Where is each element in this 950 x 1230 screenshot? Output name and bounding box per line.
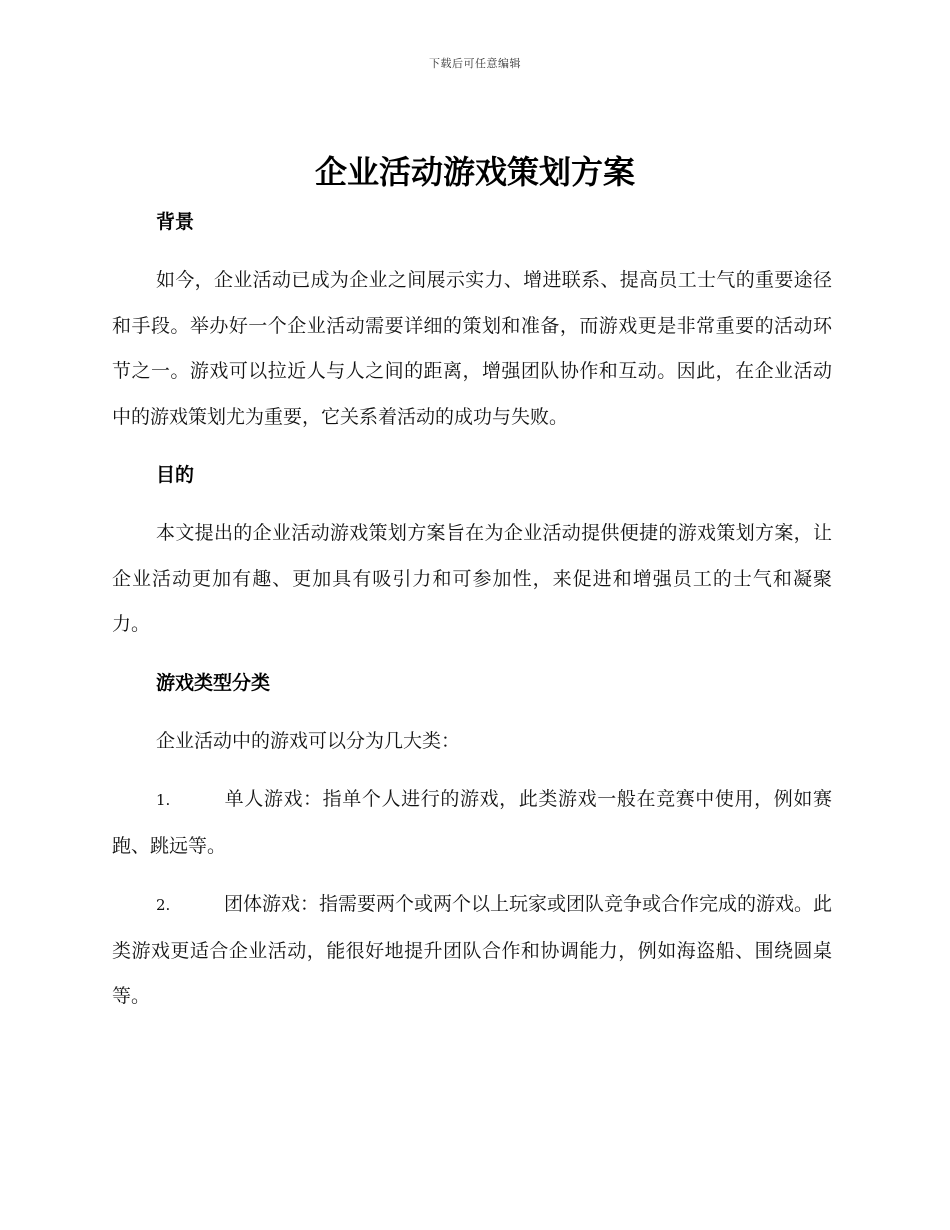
list-item-number: 2. (156, 896, 171, 914)
document-body (112, 200, 832, 1033)
list-item-text: 单人游戏：指单个人进行的游戏，此类游戏一般在竞赛中使用，例如赛跑、跳远等。 (112, 788, 832, 857)
page-header: 下载后可任意编辑 (429, 57, 521, 70)
section-heading-purpose: 目的 (156, 464, 195, 486)
document-title: 企业活动游戏策划方案 (314, 153, 635, 191)
list-item (112, 882, 832, 1020)
categories-intro: 企业活动中的游戏可以分为几大类： (156, 729, 461, 752)
list-item-text: 团体游戏：指需要两个或两个以上玩家或团队竞争或合作完成的游戏。此类游戏更适合企业活动，能很好地提升团队合作和协调能力，例如海盗船、围绕圆桌等。 (112, 893, 833, 1007)
section-heading-background: 背景 (156, 211, 195, 233)
purpose-paragraph: 本文提出的企业活动游戏策划方案旨在为企业活动提供便捷的游戏策划方案，让企业活动更加有趣、更加具有吸引力和可参加性，来促进和增强员工的士气和凝聚力。 (112, 522, 832, 635)
list-item (112, 777, 832, 869)
list-item-number: 1. (156, 791, 171, 809)
background-paragraph: 如今，企业活动已成为企业之间展示实力、增进联系、提高员工士气的重要途径和手段。举办好一个企业活动需要详细的策划和准备，而游戏更是非常重要的活动环节之一。游戏可以拉近人与人之间的距离，增强团队协作和互动。因此，在企业活动中的游戏策划尤为重要，它关系着活动的成功与失败。 (112, 269, 832, 428)
section-heading-categories: 游戏类型分类 (156, 671, 271, 694)
